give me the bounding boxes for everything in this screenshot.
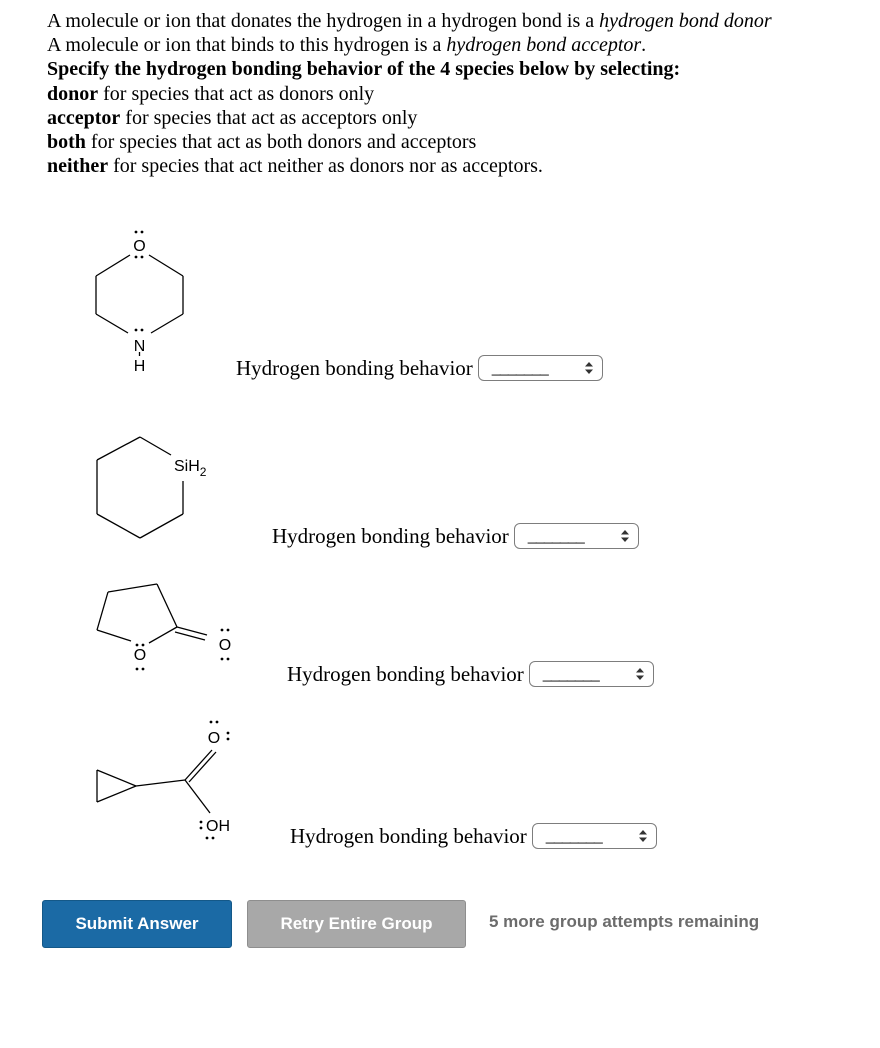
question-3-selected-value: _______	[542, 663, 599, 683]
acid-structure	[97, 750, 216, 813]
question-3-label: Hydrogen bonding behavior	[287, 661, 524, 686]
morpholine-nitrogen-label: N	[133, 338, 146, 355]
intro-line-2-end: .	[641, 34, 647, 57]
acid-labels	[200, 721, 230, 840]
acid-hydroxyl-label: OH	[206, 818, 230, 835]
question-1-select[interactable]	[478, 355, 603, 381]
lactone-structure	[97, 584, 207, 643]
question-4-label: Hydrogen bonding behavior	[290, 823, 527, 848]
lactone-labels	[134, 629, 231, 671]
option-donor-desc: for species that act as donors only	[98, 82, 375, 105]
hbond-acceptor-term: hydrogen bond acceptor	[446, 34, 642, 57]
option-both-desc: for species that act as both donors and acceptors	[85, 131, 477, 154]
acid-carbonyl-oxygen-label: O	[207, 730, 221, 747]
option-neither-term: neither	[47, 155, 109, 178]
question-1-label: Hydrogen bonding behavior	[236, 355, 473, 380]
question-2-selected-value: _______	[527, 525, 584, 545]
updown-arrows-icon	[638, 829, 648, 843]
morpholine-labels	[133, 231, 145, 375]
question-1-selected-value: _______	[491, 357, 548, 377]
attempts-remaining-text: 5 more group attempts remaining	[489, 912, 760, 931]
updown-arrows-icon	[635, 667, 645, 681]
intro-line-2-text: A molecule or ion that binds to this hydrogen is a	[47, 34, 447, 57]
silacyclohexane-labels	[174, 458, 207, 479]
instructions-heading-text: Specify the hydrogen bonding behavior of the 4 species below by selecting:	[47, 58, 681, 81]
question-4-select[interactable]	[532, 823, 657, 849]
option-both-term: both	[47, 131, 86, 154]
hbond-donor-term: hydrogen bond donor	[599, 10, 772, 32]
morpholine-hydrogen-label: H	[133, 358, 146, 375]
updown-arrows-icon	[584, 361, 594, 375]
question-2-label: Hydrogen bonding behavior	[272, 523, 509, 548]
question-row-4	[290, 821, 657, 851]
option-acceptor-term: acceptor	[47, 106, 121, 129]
option-neither-desc: for species that act neither as donors nor as acceptors.	[108, 155, 543, 178]
morpholine-structure	[96, 255, 183, 333]
intro-line-1-text: A molecule or ion that donates the hydrogen in a hydrogen bond is a	[47, 10, 600, 32]
question-2-select[interactable]	[514, 523, 639, 549]
question-row-3	[287, 659, 654, 689]
lactone-ring-oxygen-label: O	[133, 647, 147, 664]
silacyclohexane-structure	[97, 437, 183, 538]
morpholine-oxygen-label: O	[133, 238, 146, 255]
updown-arrows-icon	[620, 529, 630, 543]
submit-answer-button[interactable]: Submit Answer	[42, 900, 232, 948]
question-3-select[interactable]	[529, 661, 654, 687]
retry-entire-group-button[interactable]: Retry Entire Group	[247, 900, 466, 948]
question-4-selected-value: _______	[545, 825, 602, 845]
question-row-2	[272, 521, 639, 551]
option-acceptor-desc: for species that act as acceptors only	[120, 106, 418, 129]
silicon-label: SiH$_2$	[174, 458, 207, 479]
lactone-carbonyl-oxygen-label: O	[218, 637, 232, 654]
question-row-1	[236, 353, 603, 383]
option-donor-term: donor	[47, 82, 99, 105]
